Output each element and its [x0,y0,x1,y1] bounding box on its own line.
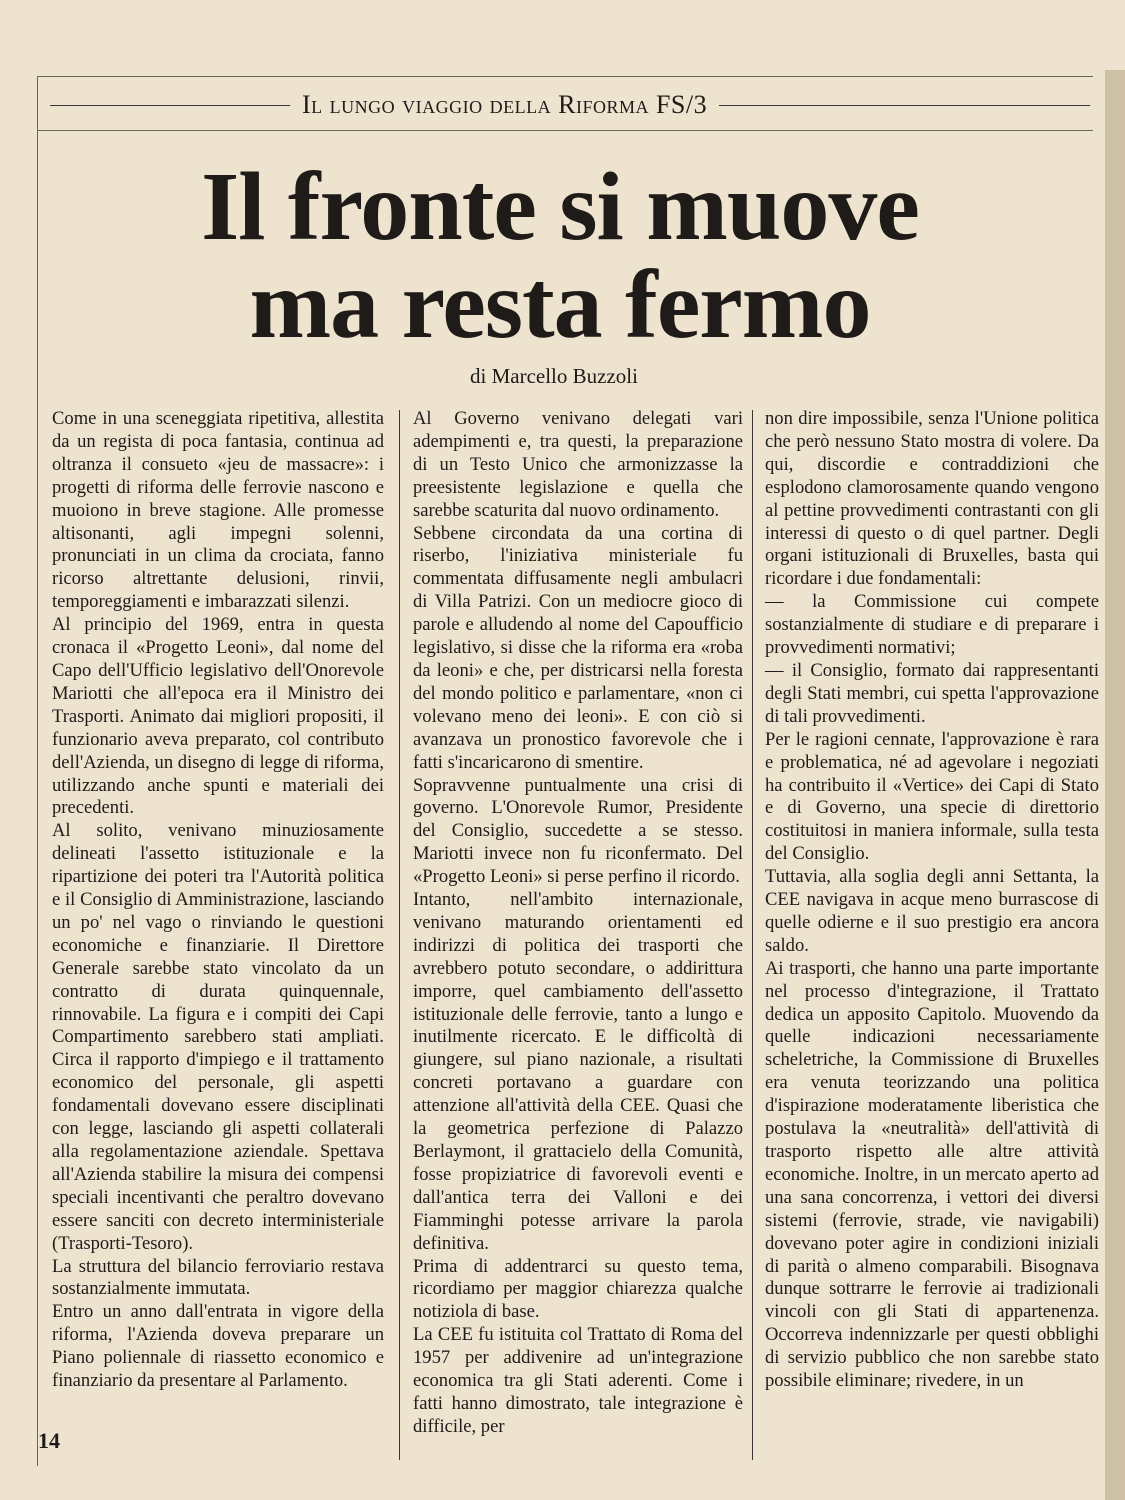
column-separator [752,410,753,1460]
top-rule [38,76,1093,77]
facing-page-edge [1105,70,1125,1500]
text-column-2 [413,408,743,1439]
paragraph: Sebbene circondata da una cortina di riserbo, l'iniziativa ministeriale fu commentata diffusamente negli ambulacri di Villa Patrizi. Con un mediocre gioco di parole e alludendo al nome del Capoufficio legislativo, si disse che la riforma era «roba da leoni» e che, per districarsi nella foresta del mondo politico e parlamentare, «non ci volevano meno dei leoni». E con ciò si avanzava un pronostico favorevole che i fatti s'incaricarono di smentire. [413,522,743,773]
paragraph: non dire impossibile, senza l'Unione politica che però nessuno Stato mostra di volere. Da qui, discordie e contraddizioni che esplodono clamorosamente quando vengono al pettine provvedimenti contrastanti con gli interessi di questo o di quel partner. Degli organi istituzionali di Bruxelles, basta qui ricordare i due fondamentali: [765,408,1099,590]
text-column-1 [52,408,384,1393]
paragraph: — il Consiglio, formato dai rappresentanti degli Stati membri, cui spetta l'approvazione di tali provvedimenti. [765,659,1099,727]
paragraph: Entro un anno dall'entrata in vigore della riforma, l'Azienda doveva preparare un Piano poliennale di riassetto economico e finanziario da presentare al Parlamento. [52,1301,384,1392]
kicker-rule-left [50,105,290,106]
paragraph: Ai trasporti, che hanno una parte importante nel processo d'integrazione, il Trattato dedica un apposito Capitolo. Muovendo da quelle indicazioni necessariamente scheletriche, la Commissione di Bruxelles era venuta teorizzando una politica d'ispirazione moderatamente liberistica che postulava la «neutralità» dell'attività di trasporto rispetto alle altre attività economiche. Inoltre, in un mercato aperto ad una sana concorrenza, i vettori dei diversi sistemi (ferrovie, strade, vie navigabili) dovevano poter agire in condizioni iniziali di parità o almeno comparabili. Bisognava dunque sottrarre le ferrovie ai tradizionali vincoli con gli Stati di appartenenza. Occorreva indennizzarle per questi obblighi di servizio pubblico che non sarebbe stato possibile eliminare; rivedere, in un [765,957,1099,1392]
paragraph: Tuttavia, alla soglia degli anni Settanta, la CEE navigava in acque meno burrascose di quelle odierne e il suo prestigio era ancora saldo. [765,866,1099,956]
kicker-rule-right [719,105,1090,106]
paragraph: Al Governo venivano delegati vari adempimenti e, tra questi, la preparazione di un Testo Unico che armonizzasse la preesistente legislazione e quella che sarebbe scaturita dal nuovo ordinamento. [413,408,743,521]
header-underline [38,130,1093,131]
paragraph: Prima di addentrarci su questo tema, ricordiamo per maggior chiarezza qualche notiziola di base. [413,1255,743,1323]
paragraph: Sopravvenne puntualmente una crisi di governo. L'Onorevole Rumor, Presidente del Consiglio, succedette a se stesso. Mariotti invece non fu riconfermato. Del «Progetto Leoni» si perse perfino il ricordo. [413,774,743,888]
byline: di Marcello Buzzoli [470,364,638,388]
paragraph: Come in una sceneggiata ripetitiva, allestita da un regista di poca fantasia, continua ad oltranza il consueto «jeu de massacre»: i progetti di riforma delle ferrovie nascono e muoiono in breve stagione. Alle promesse altisonanti, agli impegni solenni, pronunciati in un clima da crociata, fanno ricorso altrettante delusioni, rinvii, temporeggiamenti e imbarazzati silenzi. [52,408,384,613]
page-number: 14 [38,1428,60,1453]
paragraph: Al solito, venivano minuziosamente delineati l'assetto istituzionale e la ripartizione dei poteri tra l'Autorità politica e il Consiglio di Amministrazione, lasciando un po' nel vago o rinviando le questioni economiche e finanziarie. Il Direttore Generale sarebbe stato vincolato da un contratto di durata quinquennale, rinnovabile. La figura e i compiti dei Capi Compartimento sarebbero stati ampliati. Circa il rapporto d'impiego e il trattamento economico del personale, gli aspetti fondamentali dovevano essere disciplinati con legge, lasciando gli aspetti collaterali alla regolamentazione aziendale. Spettava all'Azienda stabilire la misura dei compensi speciali incentivanti che peraltro dovevano essere sanciti con decreto interministeriale (Trasporti-Tesoro). [52,820,384,1254]
page-frame-left [37,76,38,1466]
section-kicker: Il lungo viaggio della Riforma FS/3 [302,90,708,119]
headline-line-2: ma resta fermo [249,251,871,359]
paragraph: La CEE fu istituita col Trattato di Roma del 1957 per addivenire ad un'integrazione economica tra gli Stati aderenti. Come i fatti hanno dimostrato, tale integrazione è difficile, per [413,1324,743,1437]
headline-line-1: Il fronte si muove [201,153,919,261]
text-column-3 [765,408,1099,1393]
paragraph: Per le ragioni cennate, l'approvazione è rara e problematica, né ad agevolare i negoziati ha contribuito il «Vertice» dei Capi di Stato e di Governo, una specie di direttorio costituitosi in maniera informale, sulla testa del Consiglio. [765,728,1099,865]
column-separator [399,410,400,1460]
paragraph: Al principio del 1969, entra in questa cronaca il «Progetto Leoni», dal nome del Capo dell'Ufficio legislativo dell'Onorevole Mariotti che all'epoca era il Ministro dei Trasporti. Animato dai migliori propositi, il funzionario aveva preparato, col contributo dell'Azienda, un disegno di legge di riforma, utilizzando anche spunti e materiali dei precedenti. [52,614,384,819]
article-headline [120,153,1000,359]
paragraph: — la Commissione cui compete sostanzialmente di studiare e di preparare i provvedimenti normativi; [765,591,1099,659]
paragraph: Intanto, nell'ambito internazionale, venivano maturando orientamenti ed indirizzi di politica dei trasporti che avrebbero potuto secondare, o addirittura imporre, quel cambiamento dell'assetto istituzionale delle ferrovie, tanto a lungo e inutilmente ricercato. E le difficoltà di giungere, sul piano nazionale, a risultati concreti portavano a guardare con attenzione all'attività della CEE. Quasi che la geometrica perfezione di Palazzo Berlaymont, il grattacielo della Comunità, fosse propiziatrice di favorevoli eventi e dall'antica terra dei Valloni e dei Fiamminghi potesse arrivare la parola definitiva. [413,889,743,1254]
section-header [50,88,1090,122]
paragraph: La struttura del bilancio ferroviario restava sostanzialmente immutata. [52,1255,384,1300]
